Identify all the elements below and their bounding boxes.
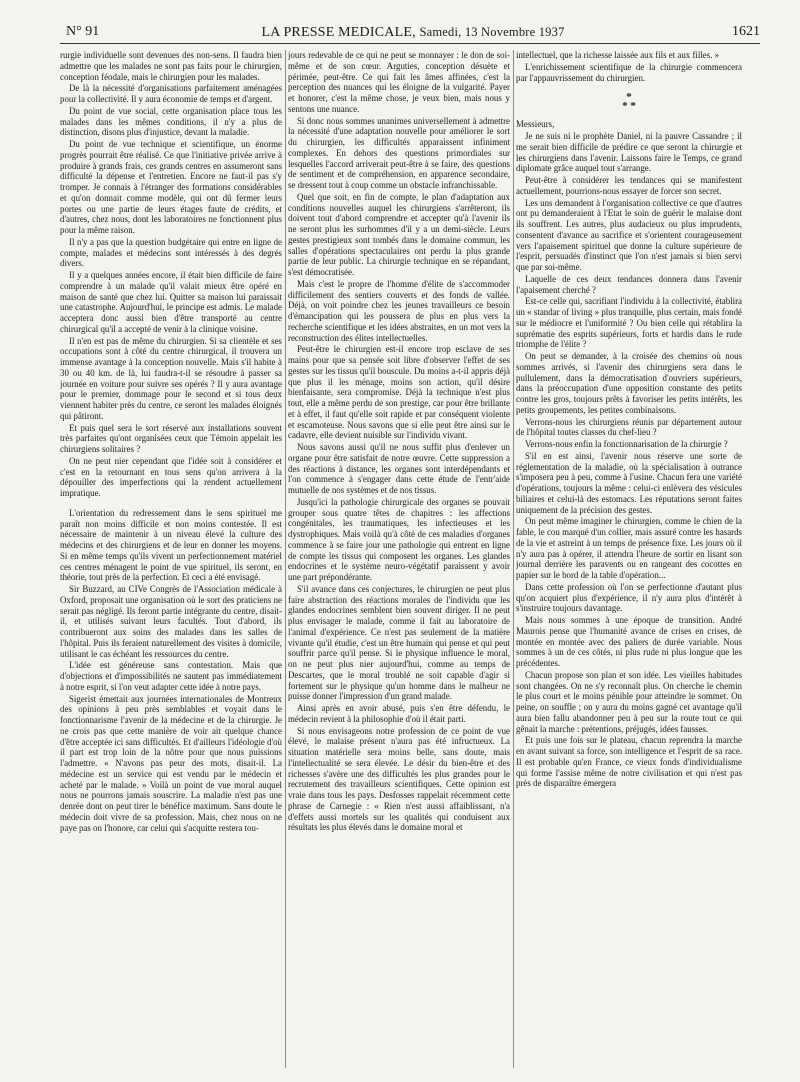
running-header — [66, 24, 760, 40]
paragraph: Et puis une fois sur le plateau, chacun reprendra la marche en avant suivant sa force, son intelligence et l'esprit de sa race. Il est probable qu'en France, ce vieux fonds d'individualisme qui forme l'assise même de notre civilisation et qui n'est pas près de disparaître émergera — [516, 735, 742, 789]
paragraph: Les uns demandent à l'organisation collective ce que d'autres ont pu demanderaient à l'Etat le soin de guérir le malaise dont ils souffrent. Les autres, plus audacieux ou plus imprudents, consentent d'avance au sacrifice et s'orientent courageusement vers l'apaisement spirituel que donne la culture supérieure de l'esprit, persuadés d'instinct que l'on n'est jamais si bien servi que par soi-même. — [516, 197, 742, 272]
paragraph: Laquelle de ces deux tendances donnera dans l'avenir l'apaisement cherché ? — [516, 273, 742, 295]
paragraph: intellectuel, que la richesse laissée aux fils et aux filles. » — [516, 50, 720, 60]
paragraph: Sigerist émettait aux journées internationales de Montreux des opinions à peu près semblables et voyait dans le fonctionnarisme l'avenir de la médecine et de la chirurgie. Je ne crois pas que cette manière de voir ait quelque chance d'être acceptée ici sans difficultés. Et d'ailleurs l'idéologie d'où il part est trop loin de la nôtre pour que nous puissions l'admettre. « N'avons pas peur des mots, disait-il. La médecine est un service qui est vendu par le médecin et acheté par le malade. » Voilà un point de vue moral auquel nous ne pourrons jamais souscrire. La maladie n'est pas une denrée dont on peut tirer le bénéfice maximum. Sans doute le médecin doit vivre de sa profession. Mais, chez nous on ne paye pas on l'honore, car celui qui s'acquitte restera tou- — [60, 693, 282, 833]
paragraph: L'enrichissement scientifique de la chirurgie commencera par l'appauvrissement du chirurgien. — [516, 61, 742, 83]
journal-masthead — [66, 24, 760, 41]
journal-title: LA PRESSE MEDICALE, — [261, 25, 416, 40]
text-column-right — [516, 50, 742, 1068]
page-number: 1621 — [732, 24, 760, 39]
paragraph: rurgie individuelle sont devenues des non-sens. Il faudra bien admettre que les malades ne sont pas faits pour le chirurgien, conception féodale, mais le chirurgien pour les malades. — [60, 50, 282, 82]
paragraph: Est-ce celle qui, sacrifiant l'individu à la collectivité, établira un « standar of living » plus tranquille, plus certain, mais fondé sur le médiocre et l'uniformité ? Ou bien celle qui rétablira la suprématie des esprits supérieurs, forts et hardis dans le rude triomphe de l'élite ? — [516, 296, 742, 350]
paragraph: Chacun propose son plan et son idée. Les vieilles habitudes sont changées. On ne s'y reconnaît plus. On cherche le chemin le plus court et le moins pénible pour atteindre le sommet. On peine, on souffle ; on y aura du moins gagné cet avantage qu'il aura bien fallu abandonner peu à peu sur la route tout ce qui gênait la marche : prétentions, préjugés, idées fausses. — [516, 669, 742, 734]
paragraph: Nous savons aussi qu'il ne nous suffit plus d'enlever un organe pour être satisfait de notre œuvre. Cette suppression a des réactions à distance, les organes sont interdépendants et l'on commence à s'engager dans cette étude de l'entr'aide mutuelle de nos systèmes et de nos tissus. — [288, 442, 510, 495]
paragraph: Mais c'est le propre de l'homme d'élite de s'accommoder difficilement des sentiers couverts et des fonds de vallée. Déjà, on voit poindre chez les jeunes travailleurs ce besoin d'émancipation qui les poussera de plus en plus vers la recherche scientifique et les idées abstraites, en un mot vers la reconstruction des élites intellectuelles. — [288, 278, 510, 343]
paragraph: Et puis quel sera le sort réservé aux installations souvent très parfaites qu'ont organisées ceux que Témoin appelait les chirurgiens solitaires ? — [60, 422, 282, 454]
text-column-left — [60, 50, 282, 1068]
paragraph: Du point de vue social, cette organisation place tous les malades dans les mêmes conditions, il n'y a plus de distinction, disons plus d'injustice, devant la maladie. — [60, 105, 282, 138]
column-divider — [285, 50, 286, 1068]
paragraph: On peut se demander, à la croisée des chemins où nous sommes arrivés, si l'avenir des chirurgiens sera dans le pullulement, dans la démocratisation d'ouvriers supérieurs, dans la préoccupation d'une opposition constante des petits contre les gros, toujours prêts à favoriser les petits intérêts, les petits groupements, les petites combinaisons. — [516, 351, 742, 415]
paragraph: Si donc nous sommes unanimes universellement à admettre la nécessité d'une adaptation nouvelle pour améliorer le sort du chirurgien, les difficultés apparaissent infiniment complexes. En dehors des questions primordiales sur lesquelles l'accord arriverait peut-être à se faire, des questions de sentiment et de compréhension, en apparence secondaire, se dressent tout à coup comme un obstacle infranchissable. — [288, 115, 510, 190]
paragraph: On ne peut nier cependant que l'idée soit à considérer et c'est en la retournant en tous sens qu'on arrivera à la dépouiller des imperfections qui la rendent actuellement impratique. — [60, 455, 282, 498]
paragraph: Peut-être le chirurgien est-il encore trop esclave de ses mains pour que sa pensée soit libre d'observer l'effet de ses gestes sur les tissus qu'il bouscule. Du moins a-t-il appris déjà que plus il les ménage, moins son action, qu'il désire bienfaisante, sera compromise. Déjà la technique n'est plus tout, elle a même perdu de son prestige, car pour être brillante et à effet, il faut qu'elle soit rapide et par conséquent violente et escamoteuse. Nous savons que si elle peut être ainsi sur le cadavre, elle devient nuisible sur l'individu vivant. — [288, 344, 510, 441]
salutation: Messieurs, — [516, 119, 555, 130]
paragraph: Si nous envisageons notre profession de ce point de vue élevé, le malaise présent n'aura pas été infructueux. La situation matérielle sera moins belle, sans doute, mais l'intellectualité se sera élevée. Le désir du bien-être et des richesses s'avère une des difficultés les plus grandes pour le recrutement des travailleurs scientifiques. Cette opinion est vraie dans tous les pays. Desfosses rappelait récemment cette phrase de Carnegie : « Rien n'est aussi affaiblissant, n'a d'effets aussi mortels sur les qualités qui conduisent aux résultats les plus élevés dans le domaine moral et — [288, 725, 510, 833]
paragraph: Verrons-nous enfin la fonctionnarisation de la chirurgie ? — [525, 439, 728, 449]
paragraph: Dans cette profession où l'on se perfectionne d'autant plus qu'on acquiert plus d'expérience, il n'y aura plus d'intérêt à s'instruire toujours davantage. — [516, 581, 742, 614]
paragraph: Jusqu'ici la pathologie chirurgicale des organes se pouvait grouper sous quatre têtes de chapitres : les affections congénitales, les traumatiques, les infectieuses et les dystrophiques. Mais voilà qu'à côté de ces maladies d'organes commence à se faire jour une pathologie qui entrent en ligne de compte les tissus qui composent les organes. Les glandes endocrines et le système neuro-végétatif paraissent y avoir une part prépondérante. — [288, 496, 510, 582]
issue-number: N° 91 — [66, 24, 100, 39]
paragraph: Mais nous sommes à une époque de transition. André Maurois pense que l'humanité avance de crises en crises, de montée en montée avec des paliers de durée variable. Nous sommes à un de ces côtés, ni plus rude ni plus longue que les précédentes. — [516, 615, 742, 668]
paragraph: S'il en est ainsi, l'avenir nous réserve une sorte de réglementation de la maladie, où la spécialisation à outrance s'imposera peu à peu, comme à l'usine. Chacun fera une variété d'opérations, toujours la même : celui-ci enlèvera des vésicules biliaires et celui-là des estomacs. Les réputations seront faites uniquement de la précision des gestes. — [516, 450, 742, 515]
section-ornament: * * * — [622, 91, 636, 113]
paragraph: Du point de vue technique et scientifique, un énorme progrès pourrait être réalisé. Ce que l'initiative privée arrive à produire à grands frais, ces grands centres en assumeront sans difficulté la dépense et l'entretien. Encore ne faut-il pas s'y tromper. Je connais à l'étranger des formations considérables et qu'on donnait comme modèle, qui ont dû fermer leurs portes ou une partie de leurs étages faute de crédits, et d'autres, chez nous, dont les laboratoires ne fonctionnent plus pour la même raison. — [60, 139, 282, 235]
paragraph: On peut même imaginer le chirurgien, comme le chien de la fable, le cou marqué d'un collier, mais assuré contre les hasards de la vie et astreint à un temps de présence fixe. Les jours où il n'y aura pas à opérer, il attendra l'heure de sortir en lisant son journal derrière les paravents ou en rangeant des cocottes en papier sur le bord de la table d'opération... — [516, 516, 742, 580]
paragraph: jours redevable de ce qui ne peut se monnayer : le don de soi-même et de son cœur. Arguties, conception désuète et périmée, peut-être. Ce qui fait les âmes affinées, c'est la perception des nuances qui les éloigne de la vulgarité. Payer et honorer, c'est la même chose, je veux bien, mais nous y sentons une nuance. — [288, 50, 510, 114]
paragraph: Peut-être à considérer les tendances qui se manifestent actuellement, pourrions-nous essayer de forcer son secret. — [516, 175, 742, 196]
text-column-middle — [288, 50, 510, 1068]
section-break — [60, 500, 282, 508]
paragraph: Ainsi après en avoir abusé, puis s'en être défendu, le médecin revient à la philosophie d'où il était parti. — [288, 703, 510, 724]
paragraph: Il n'en est pas de même du chirurgien. Si sa clientèle et ses occupations sont à côté du centre chirurgical, il trouvera un immense avantage à la conception nouvelle. Mais s'il habite à 30 ou 40 km. de là, lui faudra-t-il se résoudre à passer sa journée en voiture pour suivre ses opérés ? Il y aura avantage pour le premier, dommage pour le second et si tous deux viennent habiter près du centre, ce seront les malades éloignés qui pâtiront. — [60, 335, 282, 421]
header-rule — [60, 43, 760, 44]
paragraph: S'il avance dans ces conjectures, le chirurgien ne peut plus faire abstraction des réactions morales de l'individu que les glandes endocrines semblent bien souvent diriger. Il ne peut plus envisager le malade, comme il fait au laboratoire de l'animal d'expérience. Ce n'est pas seulement de la matière vivante qu'il étudie, c'est un être humain qui pense et qui peut souffrir parce qu'il pense. Si le physique influence le moral, on ne peut plus nier aujourd'hui, comme au temps de Descartes, que le moral troublé ne soit capable d'agir si fortement sur le physique qu'un homme dans le malheur ne puisse donner l'impression d'un grand malade. — [288, 583, 510, 702]
paragraph: Quel que soit, en fin de compte, le plan d'adaptation aux conditions nouvelles auquel les chirurgiens s'arrêteront, ils doivent tout d'abord comprendre et accepter qu'à l'avenir ils ne seront plus les surhommes d'il y a un demi-siècle. Leurs gestes prestigieux sont tombés dans le domaine commun, les salles d'opérations spectaculaires ont perdu la plus grande partie de leur public. La chirurgie technique en se répandant, s'est démocratisée. — [288, 191, 510, 277]
paragraph: Sir Buzzard, au CIVe Congrès de l'Association médicale à Oxford, proposait une organisation où le sort des praticiens ne serait pas négligé. Ils feront partie intégrante du centre, disait-il, et utilisés suivant leurs facultés. Tout d'abord, ils contribueront aux soins des malades dans les salles de l'hôpital. Puis ils feraient naturellement des visites à domicile, utilisant le cas échéant les ressources du centre. — [60, 584, 282, 659]
paragraph: De là la nécessité d'organisations parfaitement aménagées pour la collectivité. Il y aura économie de temps et d'argent. — [60, 83, 282, 104]
paragraph: L'idée est généreuse sans contestation. Mais que d'objections et d'impossibilités ne sautent pas immédiatement à notre esprit, si l'on veut adapter cette idée à notre pays. — [60, 660, 282, 692]
paragraph: Il n'y a pas que la question budgétaire qui entre en ligne de compte, malades et médecins sont intéressés à des degrés divers. — [60, 236, 282, 269]
paragraph: L'orientation du redressement dans le sens spirituel me paraît non moins difficile et non moins contestée. Il est nécessaire de maintenir à un niveau élevé la culture des médecins et des chirurgiens et de leur en donner les moyens. Si en même temps qu'ils vivent un perfectionnement matériel ces centres ménagent le point de vue spirituel, ils seront, en théorie, tout près de la perfection. Et ceci a été envisagé. — [60, 507, 282, 583]
issue-date: Samedi, 13 Novembre 1937 — [419, 25, 565, 39]
paragraph: Il y a quelques années encore, il était bien difficile de faire comprendre à un malade qu'il valait mieux être opéré en maison de santé que chez lui. Quitter sa maison lui paraissait une catastrophe. Aujourd'hui, le principe est admis. Le malade acceptera donc aussi bien d'être transporté au centre chirurgical qu'il a accepté de venir à la clinique voisine. — [60, 270, 282, 334]
paragraph: Verrons-nous les chirurgiens réunis par département autour de l'hôpital toutes classes du chef-lieu ? — [516, 416, 742, 438]
column-divider — [513, 50, 514, 1068]
paragraph: Je ne suis ni le prophète Daniel, ni la pauvre Cassandre ; il me serait bien difficile de prédire ce que seront la chirurgie et les chirurgiens dans l'avenir. Laissons faire le Temps, ce grand diplomate grâce auquel tout s'arrange. — [516, 131, 742, 174]
